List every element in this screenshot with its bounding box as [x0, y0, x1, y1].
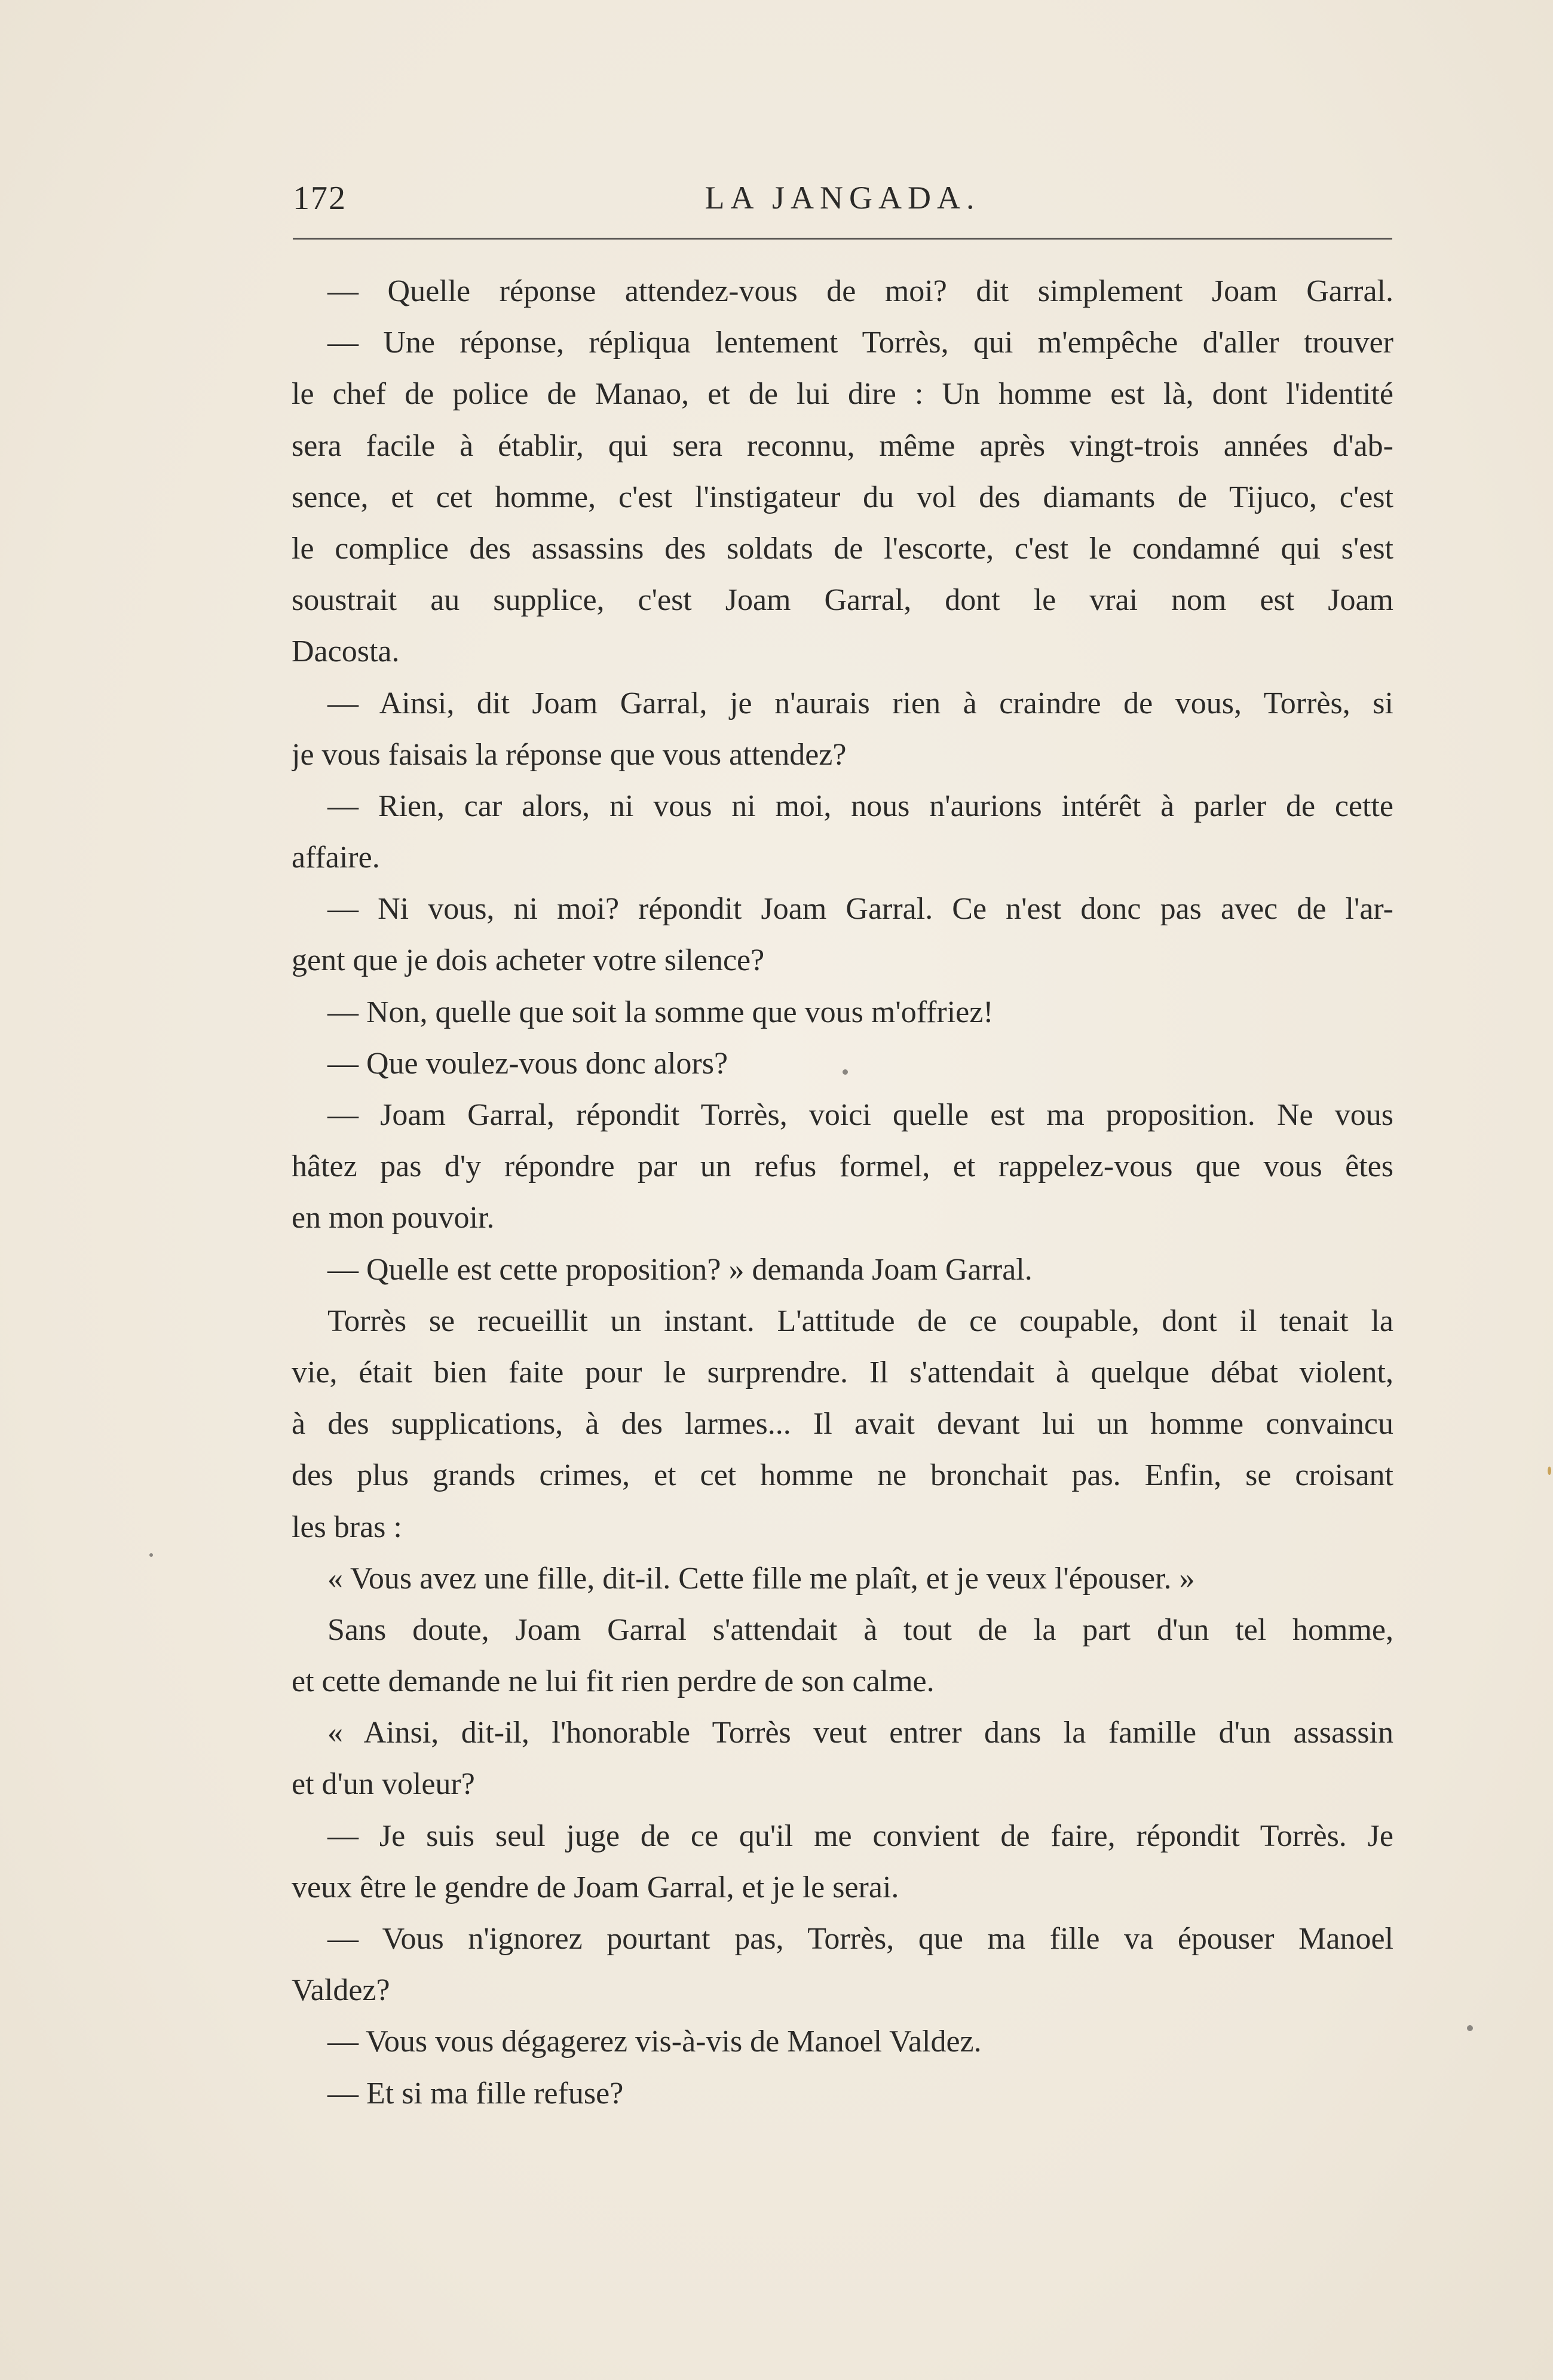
header-rule	[293, 238, 1392, 240]
body-text	[292, 266, 1393, 2120]
text-line: le complice des assassins des soldats de l'escorte, c'est le condamné qui s'est	[292, 531, 1393, 566]
text-line: des plus grands crimes, et cet homme ne bronchait pas. Enfin, se croisant	[292, 1458, 1393, 1493]
text-line: — Ainsi, dit Joam Garral, je n'aurais rien à craindre de vous, Torrès, si	[327, 686, 1393, 720]
text-line: — Quelle réponse attendez-vous de moi? dit simplement Joam Garral.	[327, 274, 1393, 308]
text-line: — Rien, car alors, ni vous ni moi, nous n'aurions intérêt à parler de cette	[327, 789, 1393, 823]
text-line: — Que voulez-vous donc alors?	[327, 1046, 728, 1081]
text-line: je vous faisais la réponse que vous attendez?	[292, 737, 847, 772]
text-line: soustrait au supplice, c'est Joam Garral, dont le vrai nom est Joam	[292, 583, 1393, 618]
text-line: les bras :	[292, 1510, 402, 1544]
text-line: — Vous vous dégagerez vis-à-vis de Manoel Valdez.	[327, 2025, 982, 2059]
page-number: 172	[293, 180, 347, 217]
text-line: — Vous n'ignorez pourtant pas, Torrès, que ma fille va épouser Manoel	[327, 1922, 1393, 1956]
text-line: à des supplications, à des larmes... Il avait devant lui un homme convaincu	[292, 1407, 1393, 1442]
text-line: — Une réponse, répliqua lentement Torrès, qui m'empêche d'aller trouver	[327, 326, 1393, 360]
text-line: — Je suis seul juge de ce qu'il me convient de faire, répondit Torrès. Je	[327, 1818, 1393, 1853]
text-line: sence, et cet homme, c'est l'instigateur du vol des diamants de Tijuco, c'est	[292, 480, 1393, 514]
text-line: hâtez pas d'y répondre par un refus formel, et rappelez-vous que vous êtes	[292, 1149, 1393, 1184]
text-line: et cette demande ne lui fit rien perdre de son calme.	[292, 1664, 935, 1699]
text-line: Valdez?	[292, 1973, 390, 2008]
text-line: Dacosta.	[292, 634, 400, 669]
text-line: — Non, quelle que soit la somme que vous m'offriez!	[327, 995, 994, 1029]
text-line: — Ni vous, ni moi? répondit Joam Garral. Ce n'est donc pas avec de l'ar-	[327, 892, 1393, 927]
text-line: « Ainsi, dit-il, l'honorable Torrès veut entrer dans la famille d'un assassin	[327, 1716, 1393, 1750]
text-line: affaire.	[292, 841, 380, 875]
text-line: le chef de police de Manao, et de lui dire : Un homme est là, dont l'identité	[292, 377, 1393, 412]
page-header	[293, 179, 1392, 227]
text-line: et d'un voleur?	[292, 1767, 475, 1802]
paper-speck	[843, 1069, 848, 1075]
text-line: Sans doute, Joam Garral s'attendait à tout de la part d'un tel homme,	[327, 1612, 1393, 1647]
text-line: — Joam Garral, répondit Torrès, voici quelle est ma proposition. Ne vous	[327, 1098, 1393, 1132]
running-title: LA JANGADA.	[704, 180, 981, 216]
paper-speck	[149, 1553, 153, 1557]
text-line: « Vous avez une fille, dit-il. Cette fille me plaît, et je veux l'épouser. »	[327, 1561, 1195, 1596]
text-line: — Quelle est cette proposition? » demanda Joam Garral.	[327, 1252, 1033, 1287]
text-line: — Et si ma fille refuse?	[327, 2076, 624, 2111]
text-line: veux être le gendre de Joam Garral, et je le serai.	[292, 1870, 899, 1904]
text-line: sera facile à établir, qui sera reconnu, même après vingt-trois années d'ab-	[292, 428, 1393, 463]
paper-speck	[1548, 1467, 1551, 1475]
text-line: gent que je dois acheter votre silence?	[292, 943, 765, 978]
paper-speck	[1467, 2025, 1473, 2031]
text-line: Torrès se recueillit un instant. L'attitude de ce coupable, dont il tenait la	[327, 1304, 1393, 1338]
text-line: en mon pouvoir.	[292, 1201, 495, 1235]
text-line: vie, était bien faite pour le surprendre. Il s'attendait à quelque débat violent,	[292, 1355, 1393, 1390]
